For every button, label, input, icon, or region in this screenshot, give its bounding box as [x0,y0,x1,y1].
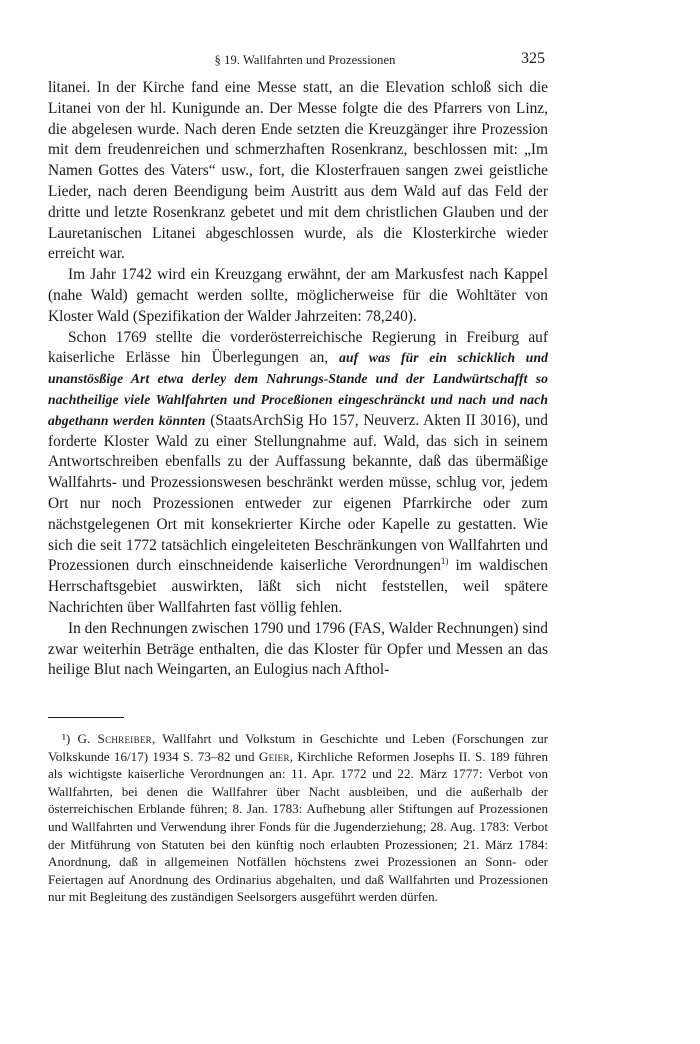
footnotes [48,730,548,906]
body-text [48,78,548,681]
paragraph-4: In den Rechnungen zwischen 1790 und 1796 (FAS, Walder Rechnungen) sind zwar weiterhin Beträge enthalten, die das Kloster für Opfer und Messen an das heilige Blut nach Weingarten, an Eulogius nach Afthol- [48,619,548,679]
footnote-author-schreiber: Schreiber [97,731,152,746]
footnote-marker: ¹) [62,731,71,746]
paragraph-3 [48,328,548,619]
footnote-text-c: , Kirchliche Reformen Josephs II. S. 189 führen als wichtigste kaiserliche Verordnungen an: 11. Apr. 1772 und 22. März 1777: Verbot von Wallfahrten, bei denen die Wallfahrer über Nacht ausbleiben, und die außerhalb der österreichischen Erblande führen; 8. Jan. 1783: Aufhebung aller Stiftungen auf Prozessionen und Wallfahrten und Verwendung ihrer Fonds für die Jugenderziehung; 28. Aug. 1783: Verbot der Mitführung von Statuten bei den künftig noch erlaubten Prozessionen; 21. März 1784: Anordnung, daß in allgemeinen Notfällen höchstens zwei Prozessionen an Sonn- oder Feiertagen auf Anordnung des Ordinarius abgehalten, und daß Wallfahrten und Prozessionen nur mit Begleitung des zuständigen Seelsorgers ausgeführt werden dürfen. [48,748,549,905]
footnote-text-b: , Wallfahrt und Volkstum in Geschichte und Leben (Forschungen zur Volkskunde 16/17) 1934 S. 73–82 und [48,731,548,764]
footnote-author-geier: Geier [258,748,290,764]
running-head [0,50,700,72]
archival-quote: auf was für ein schicklich und unanstösßige Art etwa derley dem Nahrungs-Stande und der Landwürtschafft so nachtheilige viele Wahlfahrten und Proceßionen eingeschränckt und nach und nach abgethann werden könnten [48,350,548,428]
paragraph-3-body: (StaatsArchSig Ho 157, Neuverz. Akten II 3016), und forderte Kloster Wald zu einer Stellungnahme auf. Wald, das sich in seinem Antwortschreiben ebenfalls zu der Auffassung bekannte, daß das übermäßige Wallfahrts- und Prozessionswesen beschränkt werden müsse, schlug vor, jedem Ort nur noch Prozessionen entweder zur eigenen Pfarrkirche oder zum nächstgelegenen Ort mit konsekrierter Kirche oder Kapelle zu gestatten. Wie sich die seit 1772 tatsächlich eingeleiteten Beschränkungen von Wallfahrten und Prozessionen durch einschneidende kaiserliche Verordnungen [48,411,548,575]
paragraph-3-intro: Schon 1769 stellte die vorderösterreichische Regierung in Freiburg auf kaiserliche Erlässe hin Überlegungen an, [48,328,548,367]
paragraph-1: litanei. In der Kirche fand eine Messe statt, an die Elevation schloß sich die Litanei von der hl. Kunigunde an. Der Messe folgte die des Pfarrers von Linz, die abgelesen wurde. Nach deren Ende setzten die Kreuzgänger ihre Prozession mit dem freudenreichen und schmerzhaften Rosenkranz, beschlossen mit: „Im Namen Gottes des Vaters“ usw., fort, die Klosterfrauen sangen zwei geistliche Lieder, nach deren Beendigung beim Austritt aus dem Wald auf das Feld der dritte und letzte Rosenkranz gebetet und mit dem christlichen Glauben und der Lauretanischen Litanei abgeschlossen wurde, als die Klosterkirche wieder erreicht war. [48,79,548,263]
paragraph-3-end: im waldischen Herrschaftsgebiet auswirkten, läßt sich nicht feststellen, weil spätere Nachrichten über Wallfahrten fast völlig fehlen. [48,557,548,616]
paragraph-2: Im Jahr 1742 wird ein Kreuzgang erwähnt, der am Markusfest nach Kappel (nahe Wald) gemacht werden sollte, möglicherweise für die Wohltäter von Kloster Wald (Spezifikation der Walder Jahrzeiten: 78,240). [48,266,548,325]
footnote-1 [48,730,548,906]
page-number: 325 [521,50,545,67]
footnote-divider [48,717,124,718]
footnote-text-a: G. [77,731,91,746]
footnote-reference: 1) [440,556,449,567]
running-title: § 19. Wallfahrten und Prozessionen [214,53,396,67]
